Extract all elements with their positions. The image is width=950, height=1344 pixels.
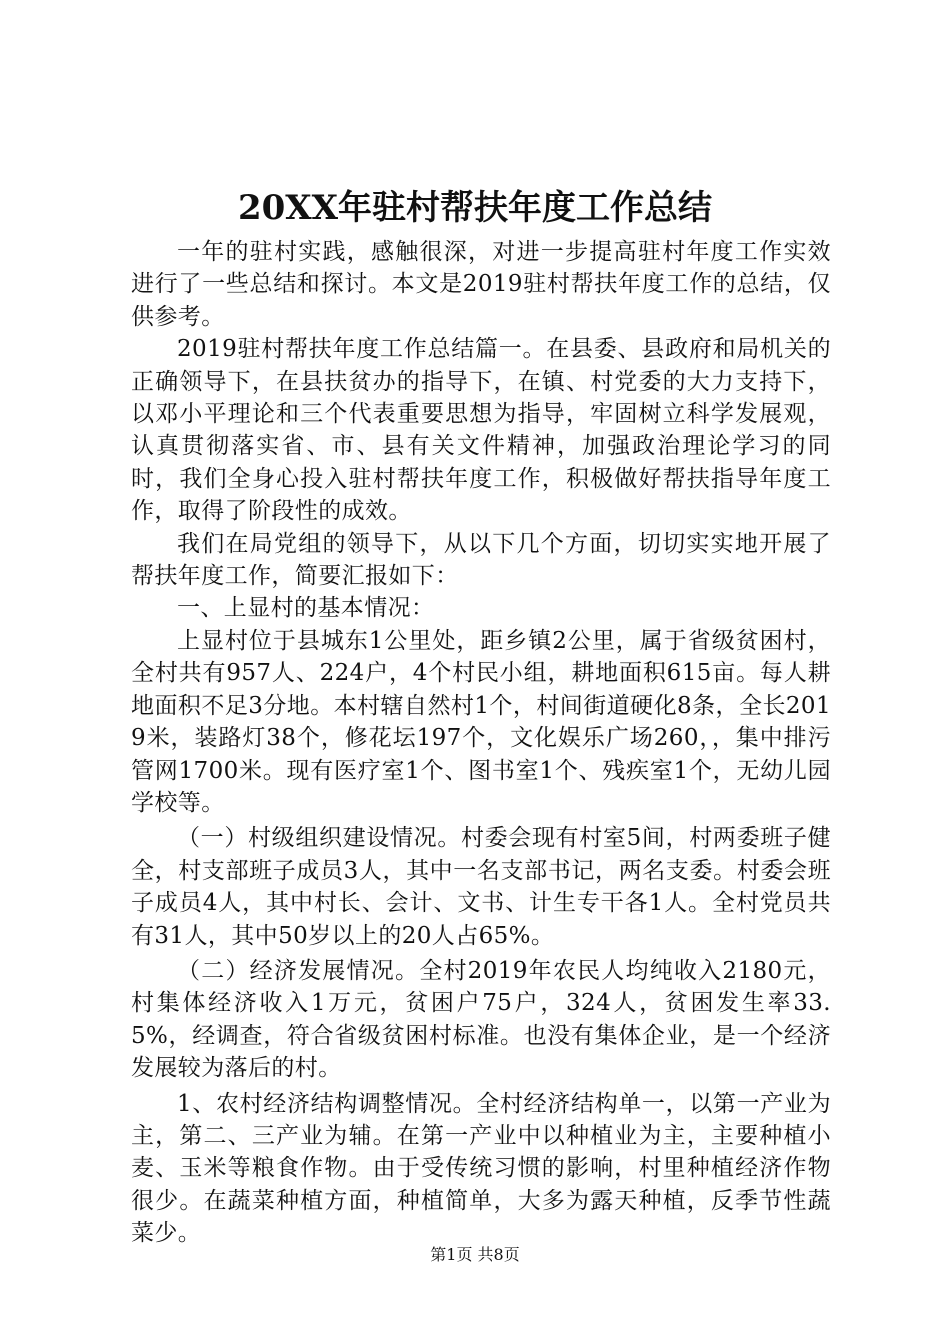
paragraph-intro: 一年的驻村实践，感触很深，对进一步提高驻村年度工作实效进行了一些总结和探讨。本文是2019驻村帮扶年度工作的总结，仅供参考。 — [131, 239, 831, 330]
document-title: 20XX年驻村帮扶年度工作总结 — [237, 188, 713, 228]
paragraph-summary-part-one: 2019驻村帮扶年度工作总结篇一。在县委、县政府和局机关的正确领导下，在县扶贫办的指导下，在镇、村党委的大力支持下，以邓小平理论和三个代表重要思想为指导，牢固树立科学发展观，认真贯彻落实省、市、县有关文件精神，加强政治理论学习的同时，我们全身心投入驻村帮扶年度工作，积极做好帮扶指导年度工作，取得了阶段性的成效。 — [131, 336, 831, 525]
document-body — [131, 236, 831, 1250]
paragraph-work-overview: 我们在局党组的领导下，从以下几个方面，切切实实地开展了帮扶年度工作，简要汇报如下： — [131, 530, 831, 590]
paragraph-economy: （二）经济发展情况。全村2019年农民人均纯收入2180元，村集体经济收入1万元，贫困户75户，324人，贫困发生率33.5%，经调查，符合省级贫困村标准。也没有集体企业，是一个经济发展较为落后的村。 — [131, 957, 831, 1082]
section-heading-village-basics: 一、上显村的基本情况： — [177, 595, 435, 622]
page-number-footer: 第1页 共8页 — [430, 1245, 520, 1264]
paragraph-village-basics: 上显村位于县城东1公里处，距乡镇2公里，属于省级贫困村，全村共有957人、224户，4个村民小组，耕地面积615亩。每人耕地面积不足3分地。本村辖自然村1个，村间街道硬化8条，全长2019米，装路灯38个，修花坛197个，文化娱乐广场260，，集中排污管网1700米。现有医疗室1个、图书室1个、残疾室1个，无幼儿园学校等。 — [131, 627, 831, 816]
paragraph-economic-structure: 1、农村经济结构调整情况。全村经济结构单一，以第一产业为主，第二、三产业为辅。在第一产业中以种植业为主，主要种植小麦、玉米等粮食作物。由于受传统习惯的影响，村里种植经济作物很少。在蔬菜种植方面，种植简单，大多为露天种植，反季节性蔬菜少。 — [131, 1090, 831, 1247]
paragraph-organization: （一）村级组织建设情况。村委会现有村室5间，村两委班子健全，村支部班子成员3人，其中一名支部书记，两名支委。村委会班子成员4人，其中村长、会计、文书、计生专干各1人。全村党员共有31人，其中50岁以上的20人占65%。 — [131, 825, 831, 949]
